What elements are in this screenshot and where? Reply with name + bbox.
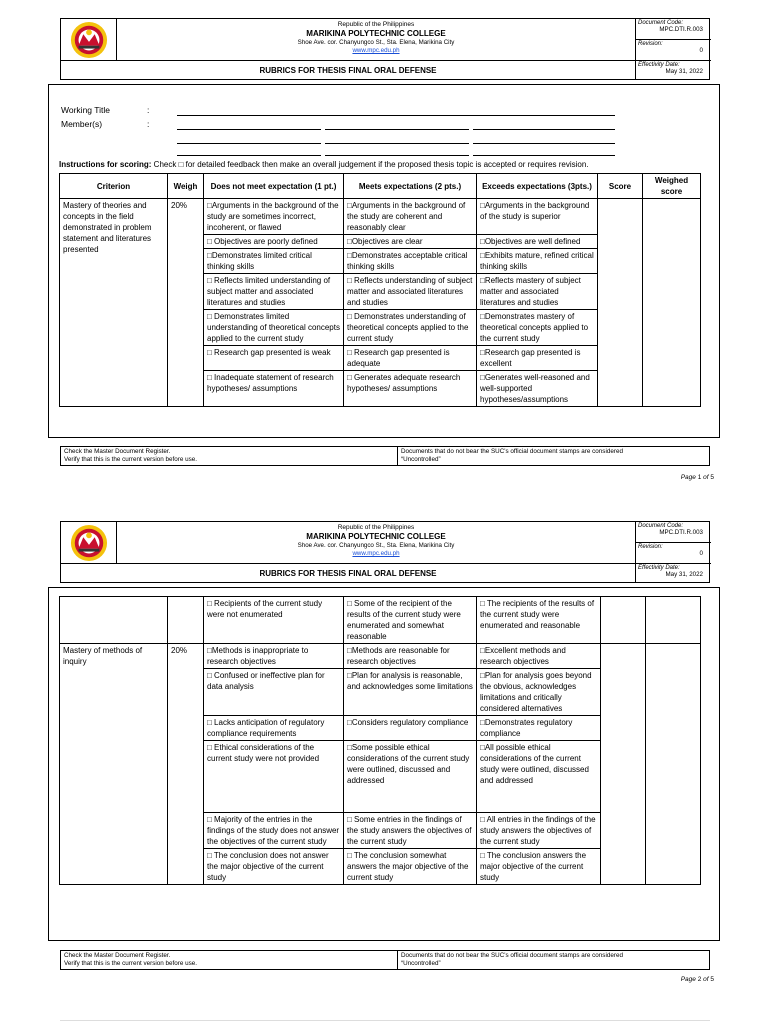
checkbox-option[interactable]: □ Research gap presented is adequate: [344, 346, 477, 371]
scoring-instructions: [59, 160, 589, 169]
college-info: [117, 19, 635, 61]
checkbox-option[interactable]: □ Generates adequate research hypotheses/ assumptions: [344, 371, 477, 407]
checkbox-option[interactable]: □Generates well-reasoned and well-supported hypotheses/assumptions: [477, 371, 598, 407]
next-page-edge: [60, 1020, 710, 1021]
document-page-1: [0, 0, 768, 500]
criterion-cell: [60, 597, 168, 644]
weighed-score-cell[interactable]: [646, 644, 701, 885]
checkbox-option[interactable]: □ Recipients of the current study were not enumerated: [204, 597, 344, 644]
checkbox-option[interactable]: □Arguments in the background of the study is superior: [477, 199, 598, 235]
college-address: Shoe Ave. cor. Chanyungco St., Sta. Elena, Marikina City: [297, 542, 455, 549]
weight-cell: 20%: [168, 199, 204, 407]
header-not-meet: Does not meet expectation (1 pt.): [204, 174, 344, 199]
page-word: Page: [680, 976, 696, 983]
member-field-4[interactable]: [177, 143, 321, 144]
document-footer: [60, 446, 710, 466]
page-total: 5: [710, 474, 714, 481]
checkbox-option[interactable]: □ Demonstrates understanding of theoretical concepts applied to the current study: [344, 310, 477, 346]
doc-code-label: Document Code:: [638, 20, 684, 26]
footer-uncontrolled: “Uncontrolled”: [401, 960, 441, 967]
checkbox-option[interactable]: □ Ethical considerations of the current study were not provided: [204, 741, 344, 813]
page-number: [681, 474, 714, 481]
checkbox-option[interactable]: □Plan for analysis is reasonable, and acknowledges some limitations: [344, 669, 477, 716]
document-control-info: [635, 522, 710, 583]
document-header: [60, 521, 710, 583]
footer-stamp-note: Documents that do not bear the SUC's official document stamps are considered: [401, 952, 623, 959]
checkbox-option[interactable]: □ The conclusion answers the major objective of the current study: [477, 849, 601, 885]
score-cell[interactable]: [598, 199, 643, 407]
header-weighed: Weighed score: [643, 174, 701, 199]
rubric-table-2: [59, 596, 701, 885]
doc-code-value: MPC.DTI.R.003: [659, 26, 703, 33]
header-criterion: Criterion: [60, 174, 168, 199]
member-field-1[interactable]: [177, 129, 321, 130]
checkbox-option[interactable]: □Plan for analysis goes beyond the obvious, acknowledges limitations and critically considered alternatives: [477, 669, 601, 716]
table-row: [60, 597, 701, 644]
weight-cell: 20%: [168, 644, 204, 885]
page-number: [681, 976, 714, 983]
checkbox-option[interactable]: □ Confused or ineffective plan for data analysis: [204, 669, 344, 716]
table-row: [60, 644, 701, 669]
checkbox-option[interactable]: □Considers regulatory compliance: [344, 716, 477, 741]
college-info: [117, 522, 635, 564]
effectivity-value: May 31, 2022: [665, 68, 703, 75]
weight-cell: [168, 597, 204, 644]
effectivity-label: Effectivity Date:: [638, 62, 680, 68]
college-seal-icon: [70, 21, 108, 59]
checkbox-option[interactable]: □Objectives are well defined: [477, 235, 598, 249]
checkbox-option[interactable]: □Arguments in the background of the study are coherent and reasonably clear: [344, 199, 477, 235]
document-title: RUBRICS FOR THESIS FINAL ORAL DEFENSE: [259, 66, 437, 75]
document-control-info: [635, 19, 710, 80]
member-field-2[interactable]: [325, 129, 469, 130]
college-website-link[interactable]: www.mpc.edu.ph: [352, 550, 400, 557]
member-field-8[interactable]: [325, 155, 469, 156]
checkbox-option[interactable]: □ Lacks anticipation of regulatory compliance requirements: [204, 716, 344, 741]
college-name: MARIKINA POLYTECHNIC COLLEGE: [306, 532, 446, 541]
checkbox-option[interactable]: □Some possible ethical considerations of the current study were outlined, discussed and addressed: [344, 741, 477, 813]
instructions-label: Instructions for scoring:: [59, 160, 152, 169]
checkbox-option[interactable]: □Demonstrates regulatory compliance: [477, 716, 601, 741]
effectivity-value: May 31, 2022: [665, 571, 703, 578]
footer-stamp-note: Documents that do not bear the SUC's official document stamps are considered: [401, 448, 623, 455]
checkbox-option[interactable]: □Demonstrates acceptable critical thinking skills: [344, 249, 477, 274]
footer-uncontrolled: “Uncontrolled”: [401, 456, 441, 463]
effectivity-label: Effectivity Date:: [638, 565, 680, 571]
college-website-link[interactable]: www.mpc.edu.ph: [352, 47, 400, 54]
checkbox-option[interactable]: □Demonstrates mastery of theoretical concepts applied to the current study: [477, 310, 598, 346]
college-logo: [61, 522, 117, 564]
checkbox-option[interactable]: □ Objectives are poorly defined: [204, 235, 344, 249]
checkbox-option[interactable]: □All possible ethical considerations of the current study were outlined, discussed and addressed: [477, 741, 601, 813]
rubric-body: [48, 84, 720, 438]
member-field-7[interactable]: [177, 155, 321, 156]
checkbox-option[interactable]: □Exhibits mature, refined critical thinking skills: [477, 249, 598, 274]
revision-label: Revision:: [638, 41, 663, 47]
document-header: [60, 18, 710, 80]
footer-version-note: Verify that this is the current version before use.: [64, 960, 198, 967]
checkbox-option[interactable]: □ The conclusion does not answer the major objective of the current study: [204, 849, 344, 885]
member-field-6[interactable]: [473, 143, 615, 144]
header-exceeds: Exceeds expectations (3pts.): [477, 174, 598, 199]
checkbox-option[interactable]: □Research gap presented is excellent: [477, 346, 598, 371]
checkbox-option[interactable]: □ Reflects limited understanding of subject matter and associated literatures and studies: [204, 274, 344, 310]
checkbox-option[interactable]: □Reflects mastery of subject matter and associated literatures and studies: [477, 274, 598, 310]
table-row: [60, 199, 701, 235]
footer-version-note: Verify that this is the current version before use.: [64, 456, 198, 463]
college-logo: [61, 19, 117, 61]
page-of: of: [703, 976, 709, 983]
criterion-cell: Mastery of methods of inquiry: [60, 644, 168, 885]
checkbox-option[interactable]: □ Inadequate statement of research hypotheses/ assumptions: [204, 371, 344, 407]
checkbox-option[interactable]: □ Demonstrates limited understanding of theoretical concepts applied to the current study: [204, 310, 344, 346]
weighed-score-cell[interactable]: [643, 199, 701, 407]
member-field-3[interactable]: [473, 129, 615, 130]
college-seal-icon: [70, 524, 108, 562]
checkbox-option[interactable]: □ All entries in the findings of the study answers the objectives of the current study: [477, 813, 601, 849]
colon: :: [147, 119, 150, 129]
page-num: 2: [697, 976, 702, 983]
checkbox-option[interactable]: □ Reflects understanding of subject matter and associated literatures and studies: [344, 274, 477, 310]
checkbox-option[interactable]: □ Research gap presented is weak: [204, 346, 344, 371]
checkbox-option[interactable]: □ Majority of the entries in the findings of the study does not answer the objectives of the current study: [204, 813, 344, 849]
working-title-label: Working Title: [61, 105, 110, 115]
checkbox-option[interactable]: □Demonstrates limited critical thinking skills: [204, 249, 344, 274]
doc-code-value: MPC.DTI.R.003: [659, 529, 703, 536]
rubric-table-1: [59, 173, 701, 407]
rubric-body: [48, 587, 720, 941]
table-header-row: [60, 174, 701, 199]
checkbox-option[interactable]: □Arguments in the background of the study are sometimes incorrect, incoherent, or flawed: [204, 199, 344, 235]
checkbox-option[interactable]: □ The conclusion somewhat answers the major objective of the current study: [344, 849, 477, 885]
footer-register-note: Check the Master Document Register.: [64, 952, 171, 959]
checkbox-option[interactable]: □ Some entries in the findings of the study answers the objectives of the current study: [344, 813, 477, 849]
criterion-cell: Mastery of theories and concepts in the field demonstrated in problem statement and literatures presented: [60, 199, 168, 407]
page-word: Page: [680, 474, 696, 481]
working-title-field[interactable]: [177, 115, 615, 116]
college-name: MARIKINA POLYTECHNIC COLLEGE: [306, 29, 446, 38]
republic-text: Republic of the Philippines: [337, 21, 415, 28]
colon: :: [147, 105, 150, 115]
document-title: RUBRICS FOR THESIS FINAL ORAL DEFENSE: [259, 569, 437, 578]
checkbox-option[interactable]: □ Some of the recipient of the results of the current study were enumerated and somewhat reasonable: [344, 597, 477, 644]
document-footer: [60, 950, 710, 970]
checkbox-option[interactable]: □Methods are reasonable for research objectives: [344, 644, 477, 669]
member-field-5[interactable]: [325, 143, 469, 144]
members-label: Member(s): [61, 119, 103, 129]
revision-label: Revision:: [638, 544, 663, 550]
header-score: Score: [598, 174, 643, 199]
member-field-9[interactable]: [473, 155, 615, 156]
checkbox-option[interactable]: □ The recipients of the results of the current study were enumerated and reasonable: [477, 597, 601, 644]
footer-register-note: Check the Master Document Register.: [64, 448, 171, 455]
header-weight: Weigh: [168, 174, 204, 199]
checkbox-option[interactable]: □Objectives are clear: [344, 235, 477, 249]
score-cell[interactable]: [601, 644, 646, 885]
college-address: Shoe Ave. cor. Chanyungco St., Sta. Elena, Marikina City: [297, 39, 455, 46]
score-cell[interactable]: [601, 597, 646, 644]
checkbox-option[interactable]: □Excellent methods and research objectives: [477, 644, 601, 669]
page-of: of: [703, 474, 709, 481]
instructions-text: Check □ for detailed feedback then make an overall judgement if the proposed thesis topic is accepted or requires revision.: [151, 160, 589, 169]
revision-value: 0: [699, 47, 703, 54]
page-total: 5: [710, 976, 714, 983]
weighed-score-cell[interactable]: [646, 597, 701, 644]
checkbox-option[interactable]: □Methods is inappropriate to research objectives: [204, 644, 344, 669]
republic-text: Republic of the Philippines: [337, 524, 415, 531]
page-num: 1: [697, 474, 702, 481]
doc-code-label: Document Code:: [638, 523, 684, 529]
revision-value: 0: [699, 550, 703, 557]
header-meets: Meets expectations (2 pts.): [344, 174, 477, 199]
document-page-2: [0, 514, 768, 1004]
